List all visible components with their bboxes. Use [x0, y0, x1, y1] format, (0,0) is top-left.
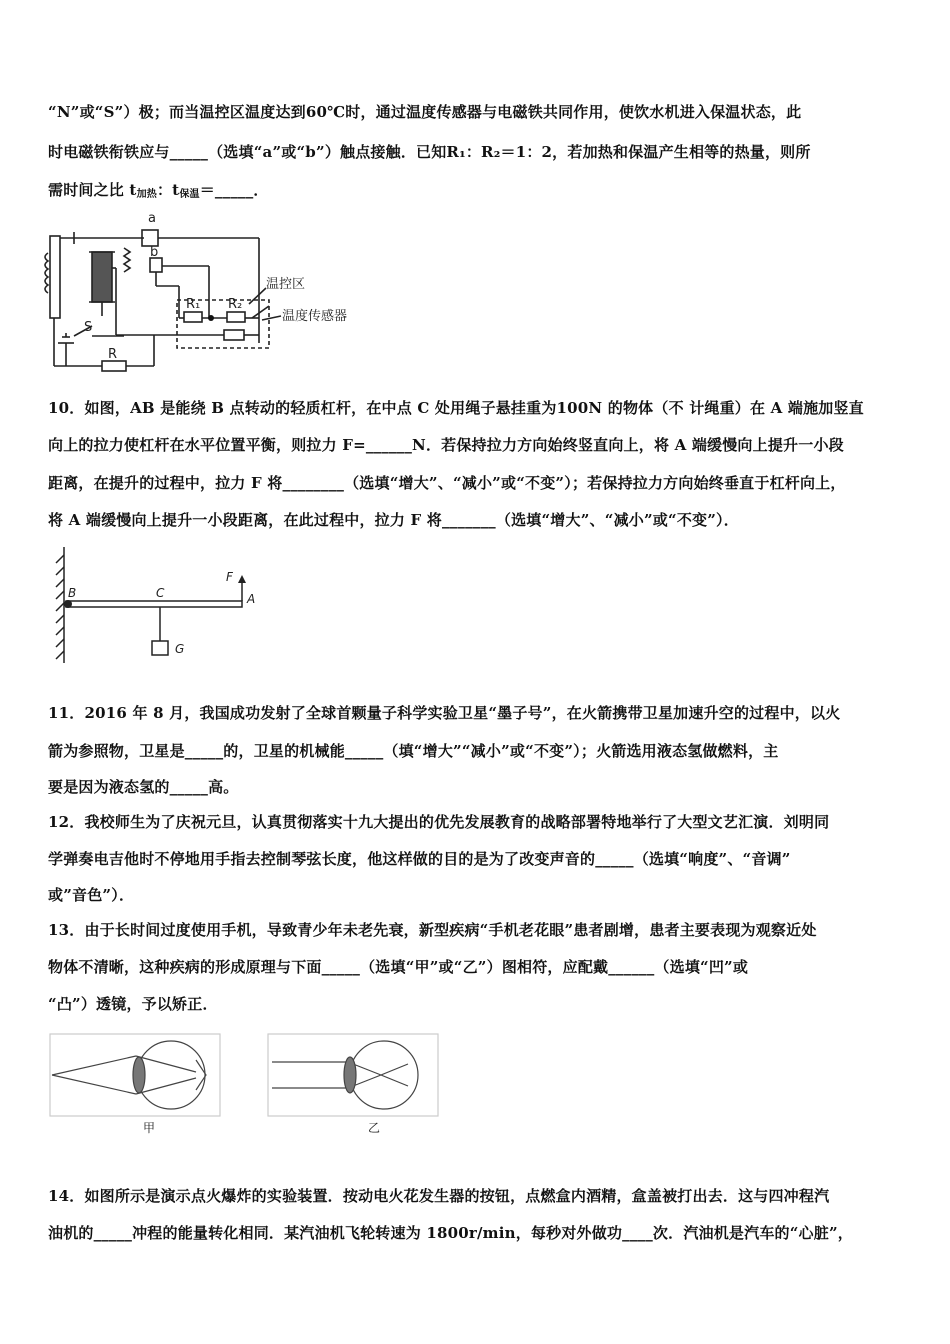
q9-line-3 — [48, 179, 269, 200]
q14-line-2: 油机的_____冲程的能量转化相同．某汽油机飞轮转速为 1800r/min，每秒对外做功____次．汽油机是汽车的“心脏”， — [48, 1224, 853, 1242]
q12-line-1: 12．我校师生为了庆祝元旦，认真贯彻落实十九大提出的优先发展教育的战略部署特地举行了大型文艺汇演．刘明同 — [48, 813, 830, 831]
eye-yi-label: 乙 — [368, 1121, 381, 1135]
contact-b-label: b — [150, 245, 159, 260]
resistor-r-label: R — [108, 347, 118, 362]
q13-line-1: 13．由于长时间过度使用手机，导致青少年未老先衰，新型疾病“手机老花眼”患者剧增，患者主要表现为观察近处 — [48, 921, 817, 939]
q14-line-1: 14．如图所示是演示点火爆炸的实验装置．按动电火花发生器的按钮，点燃盒内酒精，盒盖被打出去．这与四冲程汽 — [48, 1187, 830, 1205]
temperature-sensor-label: 温度传感器 — [282, 309, 348, 324]
eye-jia-label: 甲 — [143, 1121, 156, 1135]
q9-ratio-text-c: ＝_____． — [199, 181, 269, 199]
lever-figure — [52, 545, 272, 667]
lever-point-a-label: A — [247, 592, 256, 606]
q13-line-3: “凸”）透镜，予以矫正． — [48, 995, 218, 1013]
q10-line-2: 向上的拉力使杠杆在水平位置平衡，则拉力 F=______N．若保持拉力方向始终竖直向上，将 A 端缓慢向上提升一小段 — [48, 436, 844, 454]
q10-line-4: 将 A 端缓慢向上提升一小段距离，在此过程中，拉力 F 将_______（选填“增大”、“减小”或“不变”）． — [48, 511, 739, 529]
q9-sub-keepwarm: 保温 — [179, 189, 200, 200]
q10-line-1: 10．如图，AB 是能绕 B 点转动的轻质杠杆，在中点 C 处用绳子悬挂重为100N 的物体（不 计绳重）在 A 端施加竖直 — [48, 399, 864, 417]
switch-s-label: S — [84, 320, 93, 335]
q9-ratio-text-a: 需时间之比 t — [48, 181, 137, 199]
q11-line-2: 箭为参照物，卫星是_____的，卫星的机械能_____（填“增大”“减小”或“不变”）；火箭选用液态氢做燃料，主 — [48, 742, 779, 760]
q12-line-3: 或”音色”）． — [48, 886, 135, 904]
force-f-label: F — [226, 570, 233, 584]
q9-ratio-text-b: ：t — [156, 181, 180, 199]
q11-line-1: 11．2016 年 8 月，我国成功发射了全球首颗量子科学实验卫星“墨子号”，在火箭携带卫星加速升空的过程中，以火 — [48, 704, 841, 722]
eye-diagrams-figure — [46, 1030, 446, 1145]
q13-line-2: 物体不清晰，这种疾病的形成原理与下面_____（选填“甲”或“乙”）图相符，应配戴______（选填“凹”或 — [48, 958, 749, 976]
lever-point-b-label: B — [68, 586, 77, 600]
lever-point-c-label: C — [156, 586, 165, 600]
q12-line-2: 学弹奏电吉他时不停地用手指去控制琴弦长度，他这样做的目的是为了改变声音的_____（选填“响度”、“音调” — [48, 850, 791, 868]
q11-line-3: 要是因为液态氢的_____高。 — [48, 778, 239, 796]
weight-g-label: G — [175, 642, 185, 656]
resistor-r1-label: R₁ — [186, 297, 201, 312]
q9-sub-heating: 加热 — [136, 189, 157, 200]
resistor-r2-label: R₂ — [228, 297, 243, 312]
temperature-zone-label: 温控区 — [266, 277, 306, 292]
q9-line-1: “N”或“S”）极；而当温控区温度达到60℃时，通过温度传感器与电磁铁共同作用，使饮水机进入保温状态，此 — [48, 103, 802, 121]
electromagnetic-relay-circuit-figure — [44, 208, 374, 378]
q10-line-3: 距离，在提升的过程中，拉力 F 将________（选填“增大”、“减小”或“不变”）；若保持拉力方向始终垂直于杠杆向上， — [48, 474, 846, 492]
contact-a-label: a — [148, 211, 156, 226]
q9-line-2: 时电磁铁衔铁应与_____（选填“a”或“b”）触点接触．已知R₁：R₂＝1：2，若加热和保温产生相等的热量，则所 — [48, 143, 811, 161]
